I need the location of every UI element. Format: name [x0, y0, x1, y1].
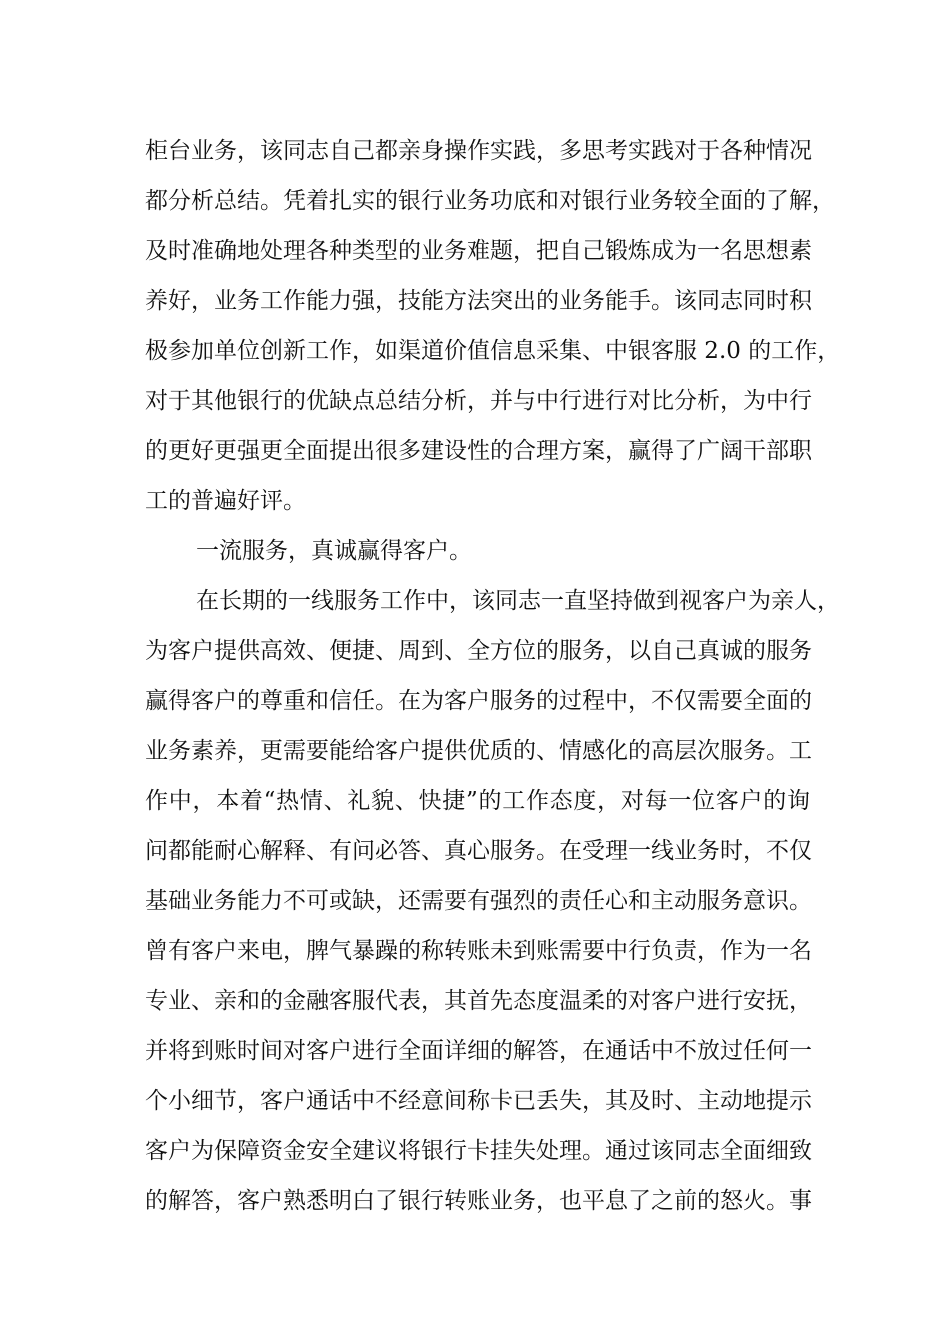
text-line: 为客户提供高效、便捷、周到、全方位的服务，以自己真诚的服务 [145, 638, 812, 664]
text-line: 赢得客户的尊重和信任。在为客户服务的过程中，不仅需要全面的 [145, 688, 812, 714]
text-line: 作中，本着“热情、礼貌、快捷”的工作态度，对每一位客户的询 [145, 788, 810, 814]
text-line: 基础业务能力不可或缺，还需要有强烈的责任心和主动服务意识。 [145, 888, 812, 914]
text-line: 曾有客户来电，脾气暴躁的称转账未到账需要中行负责，作为一名 [145, 938, 812, 964]
text-line: 客户为保障资金安全建议将银行卡挂失处理。通过该同志全面细致 [145, 1138, 812, 1164]
text-line: 问都能耐心解释、有问必答、真心服务。在受理一线业务时，不仅 [145, 838, 812, 864]
text-line: 并将到账时间对客户进行全面详细的解答，在通话中不放过任何一 [145, 1038, 812, 1064]
text-line: 专业、亲和的金融客服代表，其首先态度温柔的对客户进行安抚， [145, 988, 812, 1014]
text-line: 极参加单位创新工作，如渠道价值信息采集、中银客服 2.0 的工作， [145, 338, 841, 364]
text-line: 对于其他银行的优缺点总结分析，并与中行进行对比分析，为中行 [145, 388, 812, 414]
text-line: 的解答，客户熟悉明白了银行转账业务，也平息了之前的怒火。事 [145, 1188, 812, 1214]
section-heading: 一流服务，真诚赢得客户。 [196, 538, 472, 564]
text-line: 在长期的一线服务工作中，该同志一直坚持做到视客户为亲人， [196, 588, 840, 614]
text-line: 工的普遍好评。 [145, 488, 306, 514]
text-line: 柜台业务，该同志自己都亲身操作实践，多思考实践对于各种情况 [145, 138, 812, 164]
text-line: 都分析总结。凭着扎实的银行业务功底和对银行业务较全面的了解， [145, 188, 835, 214]
text-line: 及时准确地处理各种类型的业务难题，把自己锻炼成为一名思想素 [145, 238, 812, 264]
text-line: 养好，业务工作能力强，技能方法突出的业务能手。该同志同时积 [145, 288, 812, 314]
text-line: 业务素养，更需要能给客户提供优质的、情感化的高层次服务。工 [145, 738, 812, 764]
text-line: 的更好更强更全面提出很多建设性的合理方案，赢得了广阔干部职 [145, 438, 812, 464]
text-line: 个小细节，客户通话中不经意间称卡已丢失，其及时、主动地提示 [145, 1088, 812, 1114]
